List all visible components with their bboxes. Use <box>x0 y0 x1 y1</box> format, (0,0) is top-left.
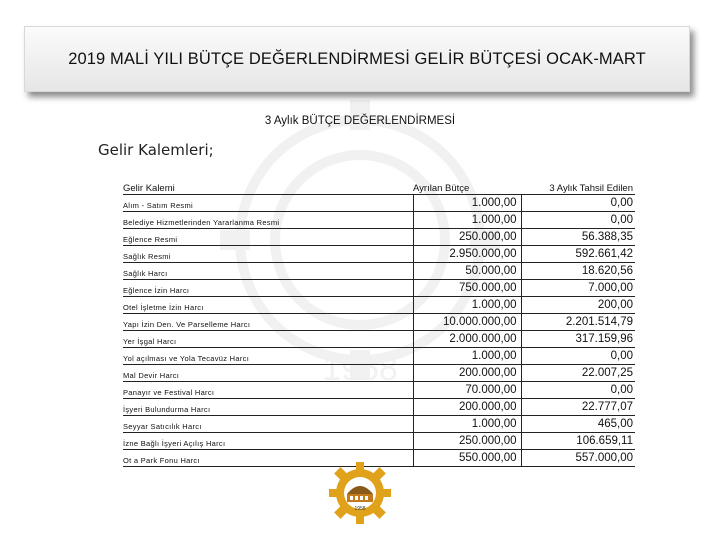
column-header-item: Gelir Kalemi <box>123 180 413 195</box>
row-collected: 465,00 <box>521 416 635 433</box>
row-budget: 250.000,00 <box>413 229 521 246</box>
row-item-name: İzne Bağlı İşyeri Açılış Harcı <box>123 433 413 450</box>
table-row <box>123 331 635 348</box>
row-item-name: Yol açılması ve Yola Tecavüz Harcı <box>123 348 413 365</box>
revenue-table <box>123 180 635 467</box>
table-row <box>123 348 635 365</box>
row-item-name: Mal Devir Harcı <box>123 365 413 382</box>
row-budget: 1.000,00 <box>413 297 521 314</box>
row-item-name: Yapı İzin Den. Ve Parselleme Harcı <box>123 314 413 331</box>
table-row <box>123 280 635 297</box>
table-row <box>123 314 635 331</box>
page-title: 2019 MALİ YILI BÜTÇE DEĞERLENDİRMESİ GELİR BÜTÇESİ OCAK-MART <box>68 49 646 68</box>
row-budget: 2.000.000,00 <box>413 331 521 348</box>
row-budget: 1.000,00 <box>413 195 521 212</box>
row-collected: 56.388,35 <box>521 229 635 246</box>
row-budget: 1.000,00 <box>413 348 521 365</box>
subtitle: 3 Aylık BÜTÇE DEĞERLENDİRMESİ <box>264 115 456 127</box>
row-item-name: Panayır ve Festival Harcı <box>123 382 413 399</box>
row-collected: 0,00 <box>521 195 635 212</box>
row-item-name: Eğlence Resmi <box>123 229 413 246</box>
table-row <box>123 212 635 229</box>
row-budget: 200.000,00 <box>413 365 521 382</box>
row-item-name: Belediye Hizmetlerinden Yararlanma Resmi <box>123 212 413 229</box>
table-header-row <box>123 180 635 195</box>
row-item-name: Yer İşgal Harcı <box>123 331 413 348</box>
row-budget: 1.000,00 <box>413 212 521 229</box>
row-budget: 70.000,00 <box>413 382 521 399</box>
row-collected: 200,00 <box>521 297 635 314</box>
row-budget: 250.000,00 <box>413 433 521 450</box>
row-collected: 0,00 <box>521 212 635 229</box>
row-collected: 22.007,25 <box>521 365 635 382</box>
row-collected: 557.000,00 <box>521 450 635 467</box>
row-item-name: Sağlık Resmi <box>123 246 413 263</box>
row-collected: 7.000,00 <box>521 280 635 297</box>
row-budget: 550.000,00 <box>413 450 521 467</box>
table-row <box>123 246 635 263</box>
row-collected: 317.159,96 <box>521 331 635 348</box>
row-item-name: Seyyar Satıcılık Harcı <box>123 416 413 433</box>
row-item-name: Eğlence İzin Harcı <box>123 280 413 297</box>
table-row <box>123 416 635 433</box>
row-collected: 0,00 <box>521 382 635 399</box>
table-row <box>123 365 635 382</box>
row-budget: 1.000,00 <box>413 416 521 433</box>
row-budget: 200.000,00 <box>413 399 521 416</box>
watermark-year: 1958 <box>322 350 398 388</box>
row-budget: 2.950.000,00 <box>413 246 521 263</box>
table-row <box>123 297 635 314</box>
row-collected: 592.661,42 <box>521 246 635 263</box>
municipality-logo <box>327 460 393 526</box>
row-item-name: Alım - Satım Resmi <box>123 195 413 212</box>
row-item-name: Sağlık Harcı <box>123 263 413 280</box>
column-header-collected: 3 Aylık Tahsil Edilen <box>521 180 635 195</box>
logo-year: 1958 <box>354 506 366 512</box>
row-collected: 18.620,56 <box>521 263 635 280</box>
row-budget: 750.000,00 <box>413 280 521 297</box>
row-collected: 106.659,11 <box>521 433 635 450</box>
row-budget: 10.000.000,00 <box>413 314 521 331</box>
table-row <box>123 195 635 212</box>
table-row <box>123 229 635 246</box>
column-header-budget: Ayrılan Bütçe <box>413 180 521 195</box>
table-row <box>123 399 635 416</box>
row-collected: 2.201.514,79 <box>521 314 635 331</box>
row-item-name: Ot a Park Fonu Harcı <box>123 450 413 467</box>
table-row <box>123 433 635 450</box>
row-item-name: İşyeri Bulundurma Harcı <box>123 399 413 416</box>
row-collected: 0,00 <box>521 348 635 365</box>
row-budget: 50.000,00 <box>413 263 521 280</box>
title-bar <box>24 26 690 92</box>
row-collected: 22.777,07 <box>521 399 635 416</box>
row-item-name: Otel İşletme İzin Harcı <box>123 297 413 314</box>
table-row <box>123 382 635 399</box>
section-label: Gelir Kalemleri; <box>98 141 214 159</box>
table-row <box>123 263 635 280</box>
